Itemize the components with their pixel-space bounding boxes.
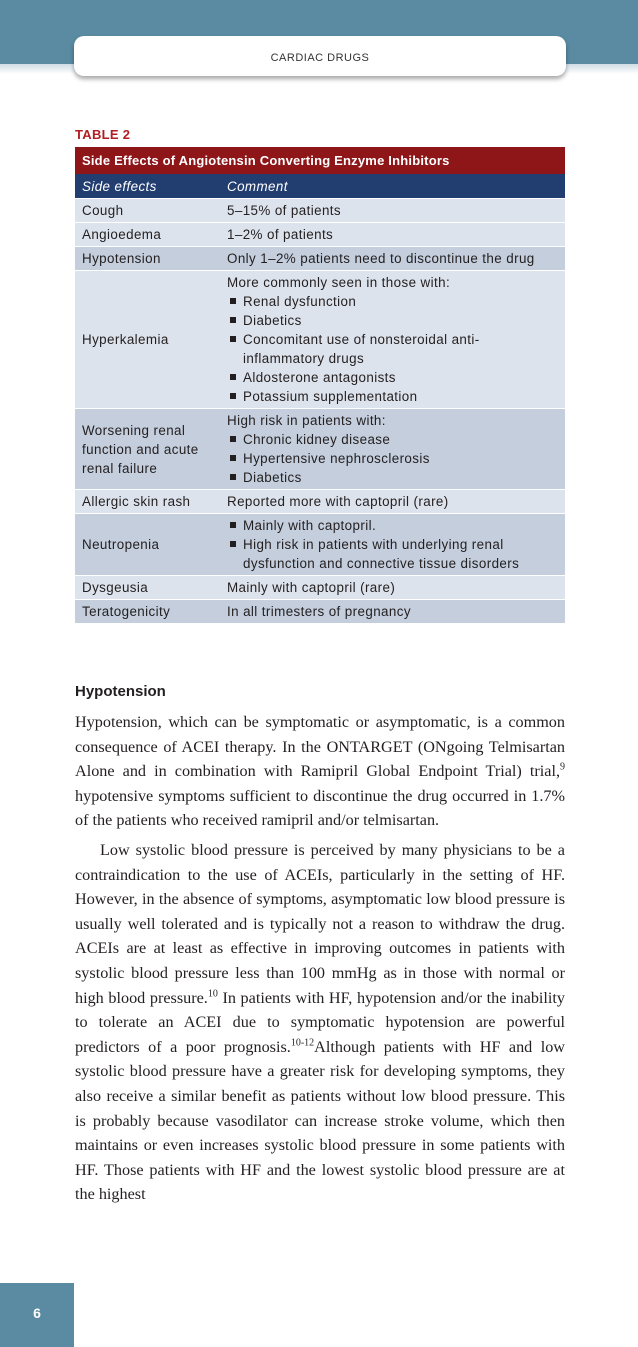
- table-row: [75, 600, 565, 624]
- comment-cell: 5–15% of patients: [220, 199, 565, 223]
- table-row: [75, 247, 565, 271]
- side-effect-cell: Worsening renal function and acute renal failure: [75, 409, 220, 490]
- comment-cell: [220, 271, 565, 409]
- reference-superscript: 9: [560, 761, 565, 773]
- page-number: 6: [33, 1305, 41, 1321]
- comment-cell: Mainly with captopril (rare): [220, 576, 565, 600]
- reference-superscript: 10: [207, 988, 218, 1000]
- side-effects-table: [75, 147, 565, 624]
- paragraph: [75, 838, 565, 1207]
- paragraph-text: Although patients with HF and low systolic blood pressure have a greater risk for developing symptoms, they also receive a similar benefit as patients without low blood pressure. This is probably because vasodilator can increase stroke volume, which then maintains or even increases systolic blood pressure in some patients with HF. Those patients with HF and the lowest systolic blood pressure are at the highest: [75, 1037, 565, 1204]
- table-row: [75, 199, 565, 223]
- side-effect-cell: Hyperkalemia: [75, 271, 220, 409]
- running-head: CARDIAC DRUGS: [270, 52, 370, 64]
- table-row: [75, 490, 565, 514]
- table-row: [75, 576, 565, 600]
- side-effect-cell: Cough: [75, 199, 220, 223]
- table-title: Side Effects of Angiotensin Converting Enzyme Inhibitors: [75, 147, 565, 174]
- bullet-list: [227, 516, 558, 573]
- paragraph: [75, 710, 565, 833]
- running-head-tab: [74, 36, 566, 76]
- bullet-item: Concomitant use of nonsteroidal anti-inflammatory drugs: [227, 330, 558, 368]
- side-effect-cell: Dysgeusia: [75, 576, 220, 600]
- bullet-item: Renal dysfunction: [227, 292, 558, 311]
- comment-cell: Only 1–2% patients need to discontinue the drug: [220, 247, 565, 271]
- column-header-side-effects: Side effects: [75, 174, 220, 199]
- reference-superscript: 10-12: [290, 1037, 315, 1049]
- side-effect-cell: Neutropenia: [75, 514, 220, 576]
- table-row: [75, 223, 565, 247]
- side-effect-cell: Hypotension: [75, 247, 220, 271]
- bullet-list: [227, 430, 558, 487]
- paragraph-text: Low systolic blood pressure is perceived by many physicians to be a contraindication to the use of ACEIs, particularly in the setting of HF. However, in the absence of symptoms, asymptomatic low blood pressure is usually well tolerated and is typically not a reason to withdraw the drug. ACEIs are at least as effective in improving outcomes in patients with systolic blood pressure less than 100 mmHg as in those with normal or high blood pressure.: [75, 840, 565, 1007]
- table-row: [75, 514, 565, 576]
- bullet-item: High risk in patients with underlying renal dysfunction and connective tissue disorders: [227, 535, 558, 573]
- body-text: [75, 710, 565, 1207]
- bullet-list: [227, 292, 558, 406]
- comment-cell: Reported more with captopril (rare): [220, 490, 565, 514]
- table-column-header-row: [75, 174, 565, 199]
- side-effect-cell: Angioedema: [75, 223, 220, 247]
- comment-cell: [220, 514, 565, 576]
- bullet-item: Diabetics: [227, 311, 558, 330]
- table-row: [75, 409, 565, 490]
- comment-cell: [220, 409, 565, 490]
- comment-cell: 1–2% of patients: [220, 223, 565, 247]
- table-label: TABLE 2: [75, 127, 131, 142]
- page-number-tab: [0, 1283, 74, 1347]
- column-header-comment: Comment: [220, 174, 565, 199]
- side-effect-cell: Teratogenicity: [75, 600, 220, 624]
- bullet-item: Aldosterone antagonists: [227, 368, 558, 387]
- comment-intro: High risk in patients with:: [227, 413, 386, 428]
- bullet-item: Diabetics: [227, 468, 558, 487]
- side-effect-cell: Allergic skin rash: [75, 490, 220, 514]
- section-heading: Hypotension: [75, 683, 166, 700]
- comment-cell: In all trimesters of pregnancy: [220, 600, 565, 624]
- paragraph-text: Hypotension, which can be symptomatic or asymptomatic, is a common consequence of ACEI therapy. In the ONTARGET (ONgoing Telmisartan Alone and in combination with Ramipril Global Endpoint Trial) trial,: [75, 713, 565, 781]
- comment-intro: More commonly seen in those with:: [227, 275, 451, 290]
- bullet-item: Potassium supplementation: [227, 387, 558, 406]
- paragraph-text: In patients with HF, hypotension and/or the inability to tolerate an ACEI due to symptomatic hypotension are powerful predictors of a poor prognosis.: [75, 988, 565, 1056]
- bullet-item: Hypertensive nephrosclerosis: [227, 449, 558, 468]
- paragraph-text: hypotensive symptoms sufficient to discontinue the drug occurred in 1.7% of the patients who received ramipril and/or telmisartan.: [75, 786, 565, 830]
- table-row: [75, 271, 565, 409]
- bullet-item: Mainly with captopril.: [227, 516, 558, 535]
- bullet-item: Chronic kidney disease: [227, 430, 558, 449]
